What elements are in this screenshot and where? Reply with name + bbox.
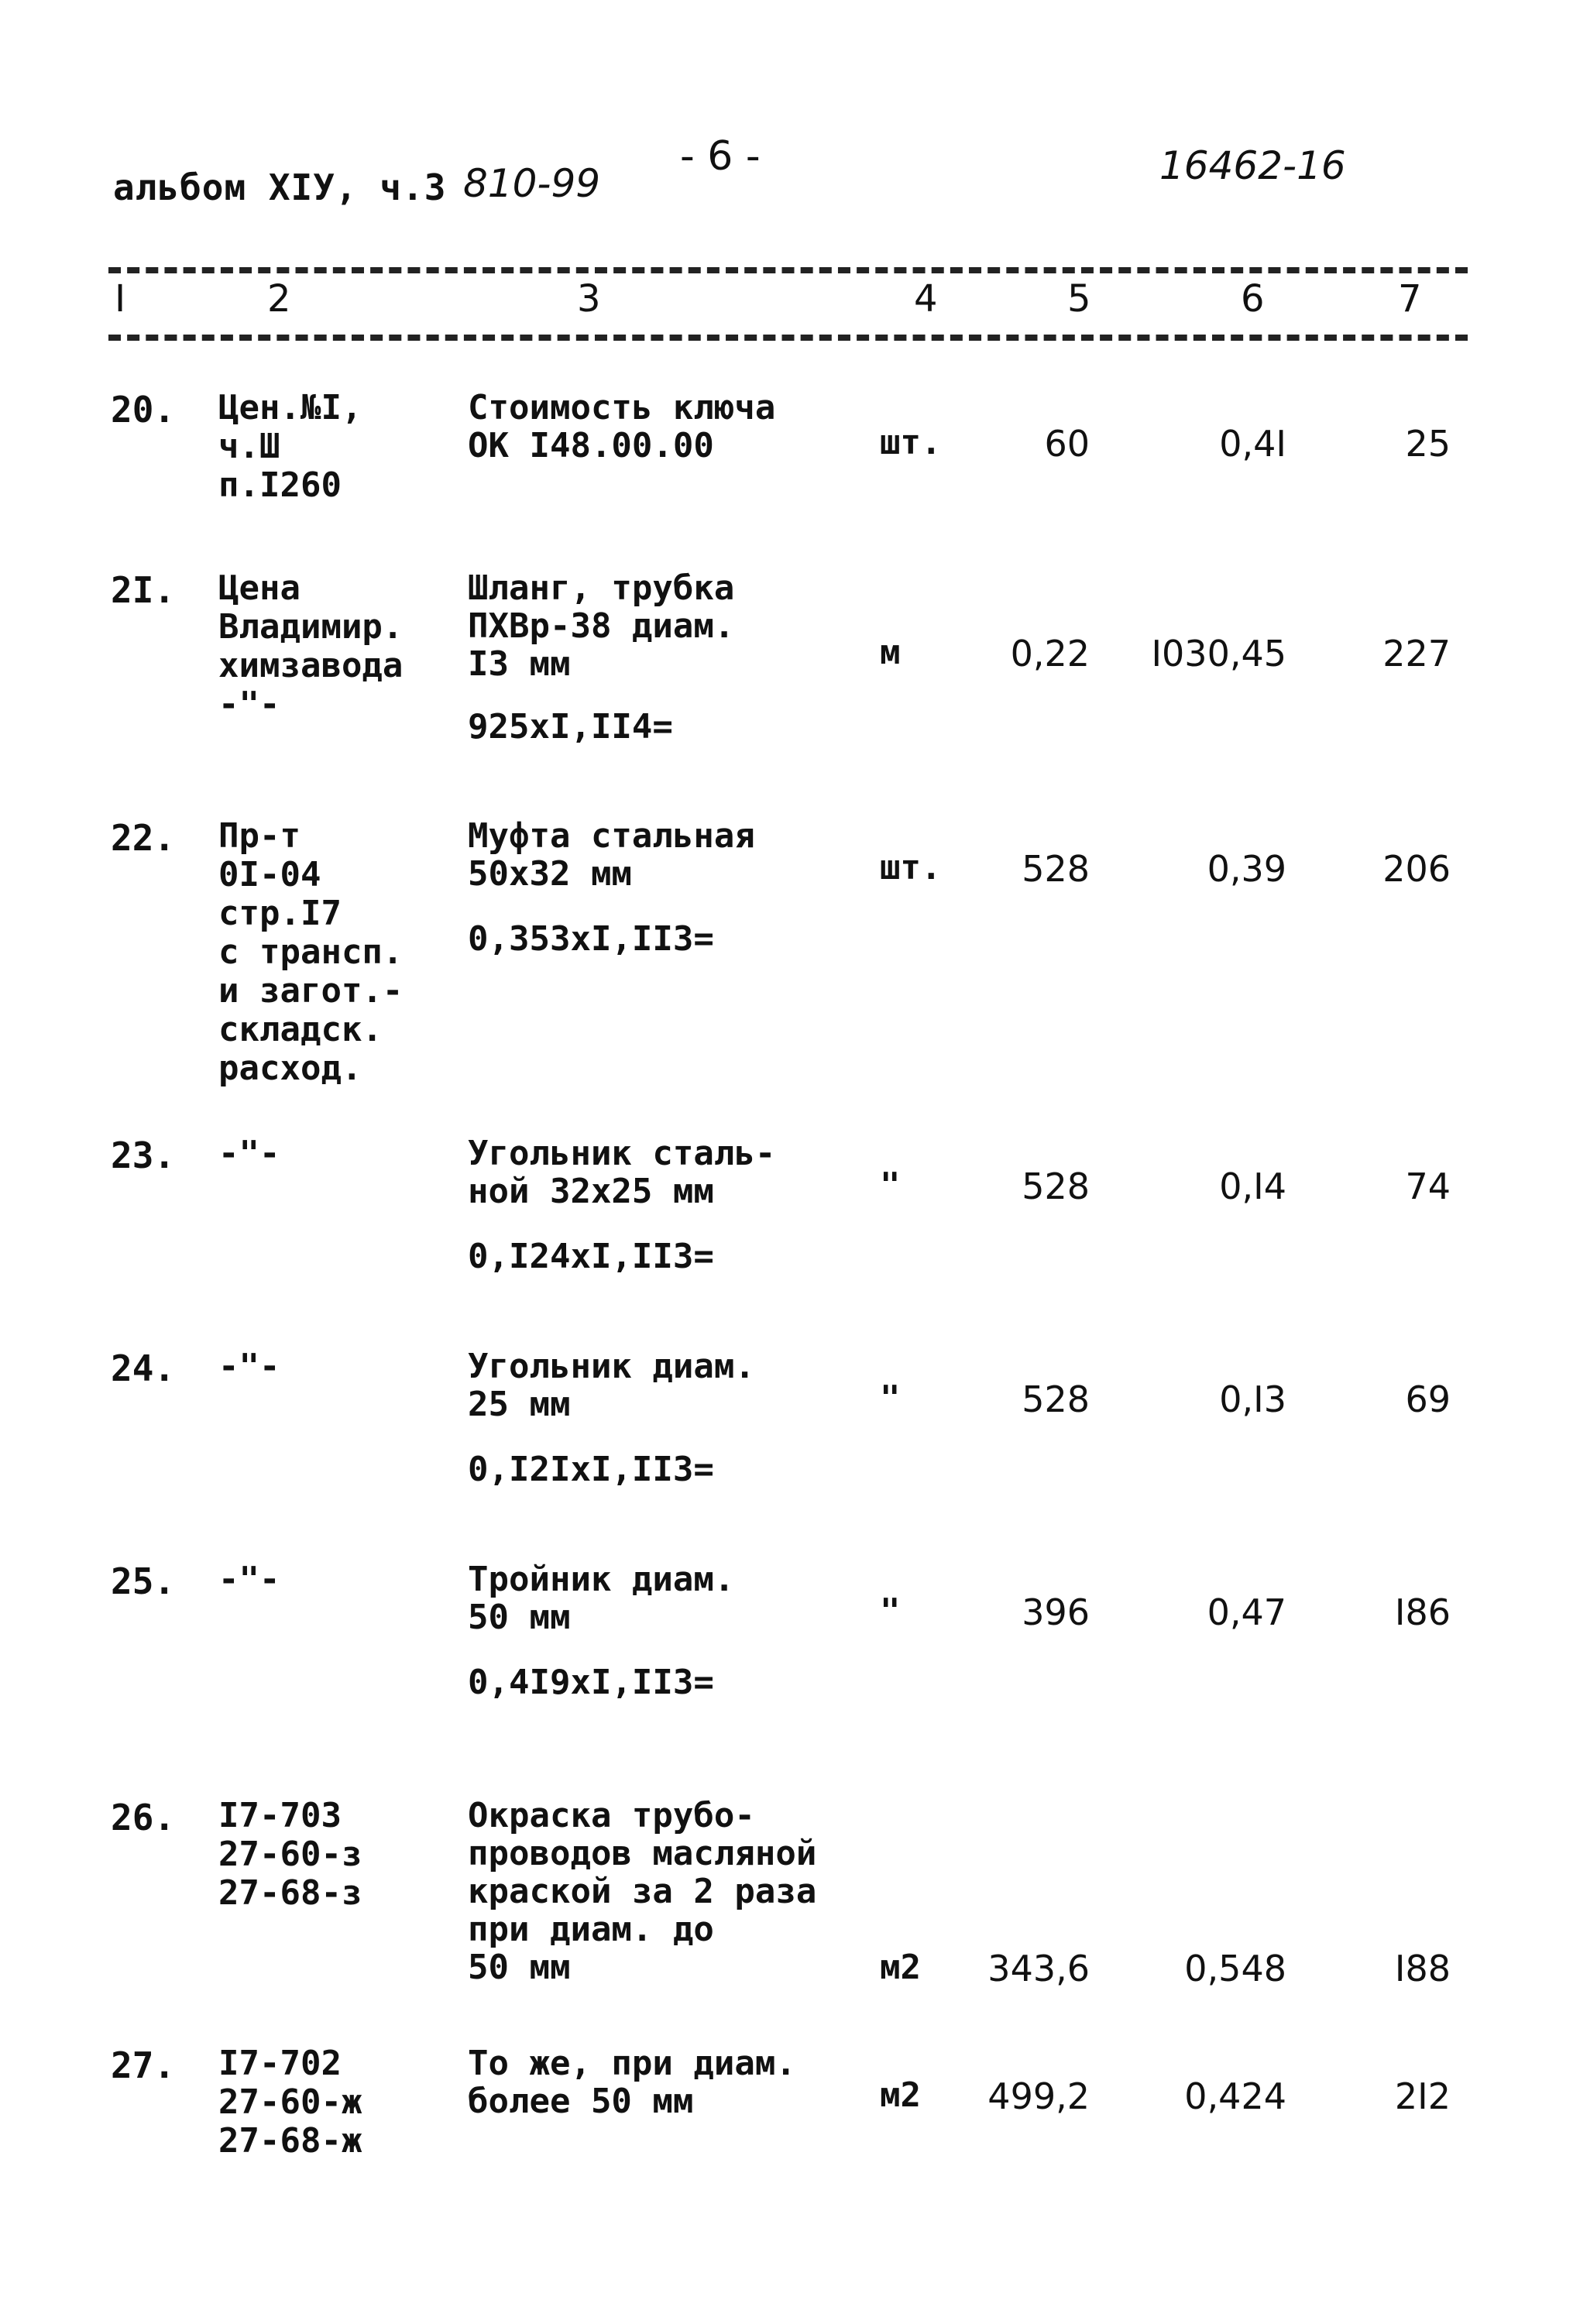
column-header-6: 6 — [1241, 277, 1265, 321]
row-price: 0,4I — [1219, 423, 1286, 465]
row-description: Муфта стальная 50x32 мм — [468, 816, 755, 894]
column-header-3: 3 — [577, 277, 601, 321]
row-source: I7-702 27-60-ж 27-68-ж — [218, 2044, 362, 2161]
page-number: - 6 - — [680, 133, 761, 180]
column-header-5: 5 — [1067, 277, 1091, 321]
row-unit: шт. — [880, 848, 942, 887]
column-header-2: 2 — [267, 277, 291, 321]
row-source: -"- — [218, 1347, 280, 1386]
row-calculation: 0,353xI,II3= — [468, 919, 714, 959]
row-quantity: 60 — [1044, 423, 1090, 465]
row-quantity: 528 — [1022, 1165, 1090, 1207]
row-description: Тройник диам. 50 мм — [468, 1560, 735, 1637]
row-source: Пр-т 0I-04 стр.I7 с трансп. и загот.- складск. расход. — [218, 816, 404, 1088]
row-calculation: 0,I24xI,II3= — [468, 1237, 714, 1276]
column-header-4: 4 — [914, 277, 938, 321]
row-calculation: 0,4I9xI,II3= — [468, 1663, 714, 1702]
column-header-1: I — [115, 277, 126, 321]
row-price: 0,424 — [1184, 2075, 1286, 2117]
row-unit: м2 — [880, 1948, 921, 1987]
handwritten-code-right: 16462-16 — [1159, 143, 1346, 188]
row-quantity: 528 — [1022, 848, 1090, 890]
row-number: 25. — [111, 1560, 176, 1602]
row-unit: м2 — [880, 2075, 921, 2115]
row-source: -"- — [218, 1560, 280, 1599]
row-total: 2I2 — [1394, 2075, 1451, 2117]
row-unit: " — [880, 1378, 901, 1418]
row-description: Окраска трубо- проводов масляной краской за 2 раза при диам. до 50 мм — [468, 1796, 817, 1987]
row-quantity: 343,6 — [987, 1948, 1090, 1989]
row-unit: шт. — [880, 423, 942, 462]
row-source: I7-703 27-60-з 27-68-з — [218, 1796, 362, 1913]
row-quantity: 396 — [1022, 1591, 1090, 1633]
row-total: 69 — [1405, 1378, 1451, 1420]
row-source: Цен.№I, ч.Ш п.I260 — [218, 388, 362, 505]
row-price: 0,47 — [1207, 1591, 1286, 1633]
row-total: I86 — [1394, 1591, 1451, 1633]
row-calculation: 0,I2IxI,II3= — [468, 1450, 714, 1489]
column-header-7: 7 — [1398, 277, 1422, 321]
row-source: -"- — [218, 1134, 280, 1173]
row-price: I030,45 — [1151, 633, 1286, 675]
header-rule-top — [108, 267, 1468, 273]
row-total: 227 — [1382, 633, 1451, 675]
row-unit: " — [880, 1165, 901, 1205]
row-calculation: 925xI,II4= — [468, 707, 673, 747]
row-number: 20. — [111, 389, 176, 431]
row-total: 25 — [1405, 423, 1451, 465]
handwritten-code-left: 810-99 — [463, 161, 601, 206]
row-source: Цена Владимир. химзавода -"- — [218, 568, 404, 724]
row-description: То же, при диам. более 50 мм — [468, 2044, 796, 2121]
row-description: Стоимость ключа ОК I48.00.00 — [468, 388, 776, 465]
row-quantity: 528 — [1022, 1378, 1090, 1420]
row-quantity: 0,22 — [1010, 633, 1090, 675]
header-rule-bottom — [108, 335, 1468, 341]
row-total: I88 — [1394, 1948, 1451, 1989]
row-total: 206 — [1382, 848, 1451, 890]
row-price: 0,I3 — [1219, 1378, 1286, 1420]
row-description: Угольник сталь- ной 32x25 мм — [468, 1134, 776, 1211]
row-price: 0,39 — [1207, 848, 1286, 890]
row-unit: м — [880, 633, 901, 672]
row-price: 0,548 — [1184, 1948, 1286, 1989]
row-quantity: 499,2 — [987, 2075, 1090, 2117]
row-number: 26. — [111, 1797, 176, 1838]
row-number: 2I. — [111, 569, 176, 611]
row-number: 22. — [111, 817, 176, 859]
row-number: 27. — [111, 2044, 176, 2086]
row-description: Угольник диам. 25 мм — [468, 1347, 755, 1424]
row-number: 23. — [111, 1135, 176, 1176]
album-label: альбом XIУ, ч.3 — [113, 166, 447, 208]
row-unit: " — [880, 1591, 901, 1631]
row-price: 0,I4 — [1219, 1165, 1286, 1207]
row-total: 74 — [1405, 1165, 1451, 1207]
row-number: 24. — [111, 1347, 176, 1389]
row-description: Шланг, трубка ПХВр-38 диам. I3 мм — [468, 568, 735, 684]
